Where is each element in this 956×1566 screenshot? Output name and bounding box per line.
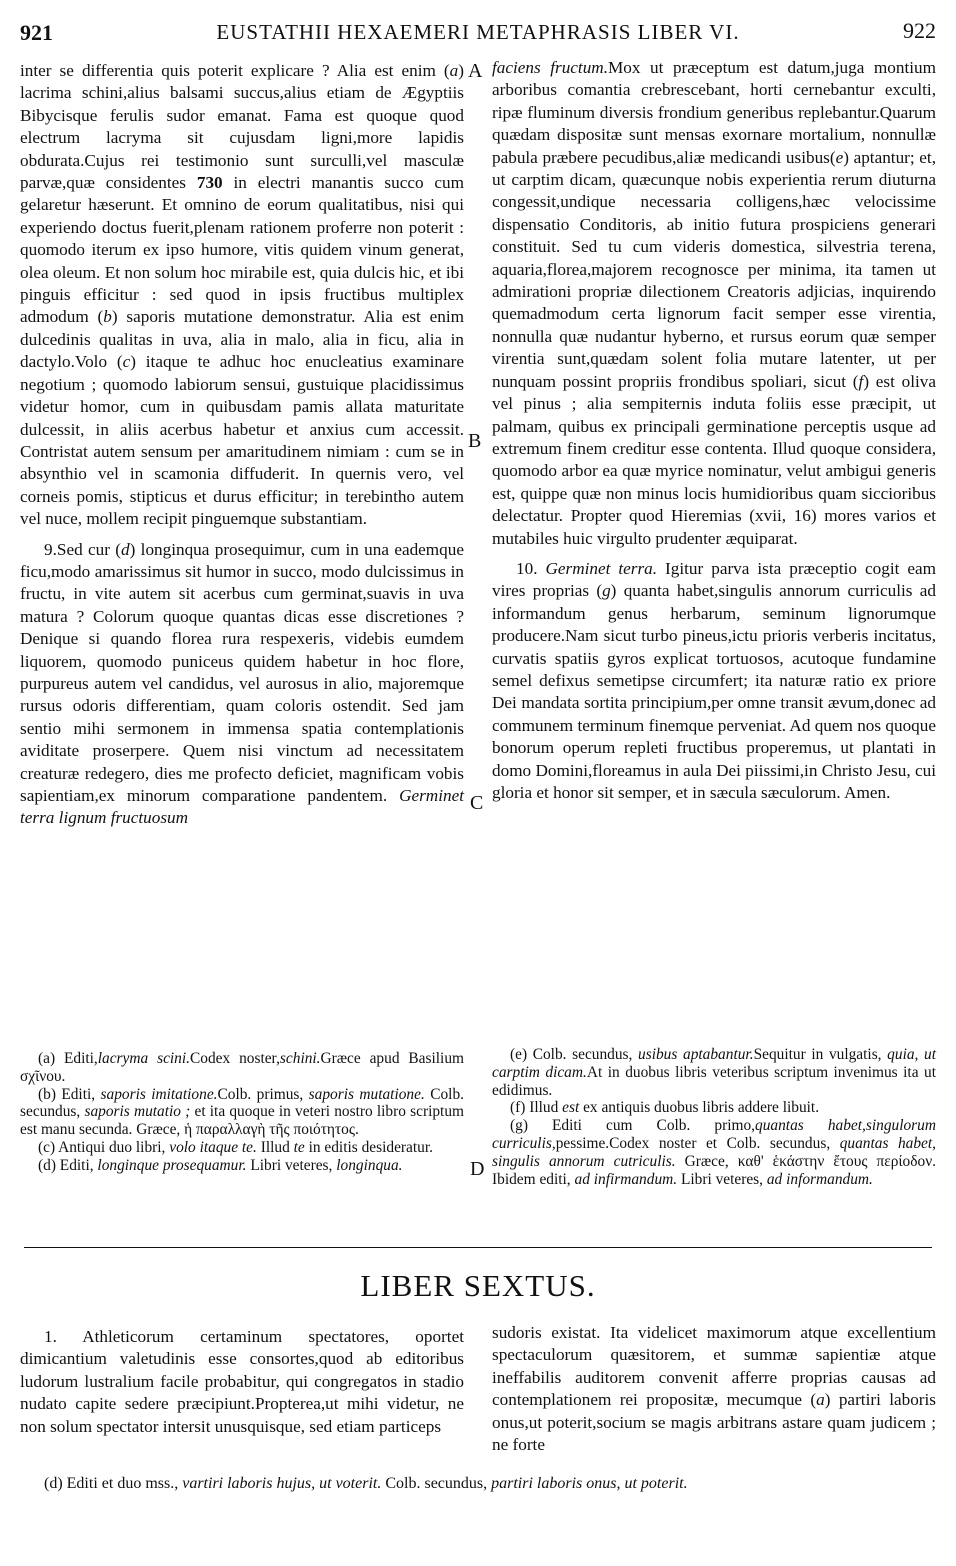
footnote-g: (g) Editi cum Colb. primo,quantas habet,singulorum curriculis,pessime.Codex noster et Colb. secundus, quantas habet, singulis annorum cutriculis. Græce, καθ' ἑκάστην ἔτους περίοδον. Ibidem editi, ad infirmandum. Libri veteres, ad informandum. (492, 1117, 937, 1188)
footnote-a: (a) Editi,lacryma scini.Codex noster,schini.Græce apud Basilium σχῖνου. (20, 1050, 464, 1085)
book-title: LIBER SEXTUS. (360, 1268, 596, 1303)
paragraph-1-continued: sudoris existat. Ita videlicet maximorum atque excellentium spectaculorum quæsitorem, et summæ sapientiæ atque ineffabilis auditorem convenit afferre proprias causas ad contemplationem rei propositæ, mecumque (a) partiri laboris onus,ut poterit,socium se magis arbitrans astare quam judicem ; ne forte (492, 1323, 936, 1455)
section-divider (24, 1247, 932, 1248)
paragraph-9-continued: faciens fructum.Mox ut præceptum est datum,juga montium arboribus comantia crebrescebant, horti cernebantur exculti, ripæ fluminum diversis frondium generibus replebantur.Quarum quædam dispositæ sunt mensas exornare mortalium, nonnullæ pabula præbere pecudibus,aliæ medicandi usibus(e) aptantur; et, ut carptim dicam, quæcunque nobis experientia rerum diuturna congessit,undique necessaria colligens,hæc velocissime dispensatio Conditoris, ab initio futura prospiciens generari constituit. Sed tu cum videris domestica, silvestria terena, aquaria,florea,majorem recognosce per minima, ita tamen ut admirationi propriæ dilectionem Creatoris adjicias, inquirendo quemadmodum certa lignorum facit semper esse virentia, nonnulla quæ nudantur hyberno, et rursus eorum quæ semper virentia sunt,quædam solent folia mutare latenter, ut per nunquam possint propriis frondibus spoliari, sicut (f) est oliva vel pinus ; alia sempiternis induta foliis esse præcipit, ut palmam, quibus ex principali germinatione perceptis usque ad extremum finem creditur esse contenta. Illud quoque considera, quomodo arbor ea quæ myrice nominatur, velut ambigui generis est, quippe quæ non minus locis humidioribus quam siccioribus delectatur. Propter quod Hieremias (xvii, 16) mores varios et mutabiles huic virgulto prudenter æquiparat. (492, 58, 937, 548)
margin-letter-c: C (470, 792, 484, 814)
paragraph-9: 9.Sed cur (d) longinqua prosequimur, cum in una eademque ficu,modo amarissimus sit humor in succo, modo dulcissimus in fructu, in vite autem sit acerbus cum germinat,suavis in uva matura ? Colorum quoque quantas dicas esse discretiones ? Denique si quando florea rura respexeris, videbis eumdem liquorem, quomodo puniceus quidem habetur in hoc flore, purpureus autem vel candidus, vel aurosus in alio, majoremque rursus odoris differentiam, quam coloris ostendit. Sed jam sentio mihi sermonem in immensa spatia contemplationis aviditate proserpere. Quem nisi vinctum ad necessitatem creaturæ redegero, dies me profecto deficiet, magnificam vobis sapientiam,ex minorum comparatione pandentem. Germinet terra lignum fructuosum (20, 539, 464, 828)
footnotes-left (20, 1050, 464, 1175)
paragraph-8-continued: inter se differentia quis poterit explicare ? Alia est enim (a) lacrima schini,alius balsami succus,alius etiam de Ægyptiis Bibycisque ferulis sudor emanat. Fama est quoque quod electrum lacryma sit cujusdam ligni,more lapidis obdurata.Cujus rei testimonio sunt surculli,vel masculæ parvæ,quæ considentes 730 in electri manantis succo cum gelaretur hæserunt. Et omnino de eorum qualitatibus, nisi qui experiendo doctus fuerit,plenam rationem proferre non poterit : quomodo iterum ex ipso humore, vitis quidem vinum generat, olea oleum. Et non solum hoc mirabile est, quia dulcis hic, et ibi pinguis efficitur : sed quod in ipsis fructibus multiplex admodum (b) saporis mutatione demonstratur. Alia est enim dulcedinis qualitas in uva, alia in malo, alia in ficu, alia in dactylo.Volo (c) itaque te adhuc hoc enucleatius examinare negotium ; quomodo labiorum sensui, gustuique placidissimus videtur homor, cum in quibusdam pamis allata maturitate dulcessit, in aliis acerbus habetur et anxius cum accessit. Contristat autem sensum per amaritudinem nimiam : cum se in absynthio vel in scamonia diffuderit. In quernis vero, vel corneis pomis, stipticus et durus efficitur; in terebintho autem vel nuce, mollem recipit pinguemque substantiam. (20, 61, 464, 529)
footnote-d: (d) Editi, longinque prosequamur. Libri veteres, longinqua. (38, 1156, 403, 1174)
margin-letter-d: D (470, 1158, 485, 1180)
marginal-number: 730 (196, 173, 223, 193)
running-title: EUSTATHII HEXAEMERI METAPHRASIS LIBER VI. (216, 20, 740, 44)
footnote-b: (b) Editi, saporis imitatione.Colb. primus, saporis mutatione. Colb. secundus, saporis mutatio ; et ita quoque in veteri nostro libro scriptum est manu secunda. Græce, ἡ παραλλαγὴ τῆς ποιότητος. (20, 1085, 464, 1139)
page-number-right: 922 (903, 18, 936, 43)
margin-letter-b: B (468, 430, 482, 452)
book-six-left-column (20, 1326, 464, 1438)
bottom-footnote: (d) Editi et duo mss., vartiri laboris hujus, ut voterit. Colb. secundus, partiri laboris onus, ut poterit. (44, 1475, 688, 1492)
book-six-right-column (492, 1322, 936, 1456)
paragraph-10: 10. Germinet terra. Igitur parva ista præceptio cogit eam vires proprias (g) quanta habet,singulis annorum curriculis ad informandum genus herbarum, seminum lignorumque producere.Nam sicut turbo pineus,ictu prioris verberis incitatus, curvatis spatiis gyros explicat tortuosos, acutoque fundamine semel defixus semetipse circumfert; ita naturæ ratio ex priore Dei mandata sortita principium,per omne transit ævum,donec ad communem terminum finemque perveniat. Ad quem nos quoque bonorum operum repleti fructibus properemus, ut plantati in domo Domini,floreamus in aula Dei piissimi,in Christo Jesu, cui gloria et honor sit semper, et in sæcula sæculorum. Amen. (492, 558, 936, 802)
paragraph-1: 1. Athleticorum certaminum spectatores, oportet dimicantium valetudinis esse consortes,quod ab editoribus ludorum lustralium facile probabitur, qui congregatos in stadio nudato capite sedere præcipiunt.Propterea,ut mihi videtur, ne non solum spectator intersit unusquisque, sed etiam particeps (20, 1327, 464, 1436)
footnote-f: (f) Illud est ex antiquis duobus libris addere libuit. (510, 1099, 820, 1117)
footnote-e: (e) Colb. secundus, usibus aptabantur.Sequitur in vulgatis, quia, ut carptim dicam.At in duobus libris veteribus scriptum invenimus ita ut edidimus. (492, 1046, 936, 1099)
right-column (492, 57, 936, 804)
footnote-c: (c) Antiqui duo libri, volo itaque te. Illud te in editis desideratur. (38, 1138, 433, 1156)
page-number-left: 921 (20, 20, 53, 45)
footnotes-right (492, 1046, 936, 1188)
margin-letter-a: A (468, 60, 483, 82)
running-header (20, 14, 936, 54)
left-column (20, 60, 464, 830)
